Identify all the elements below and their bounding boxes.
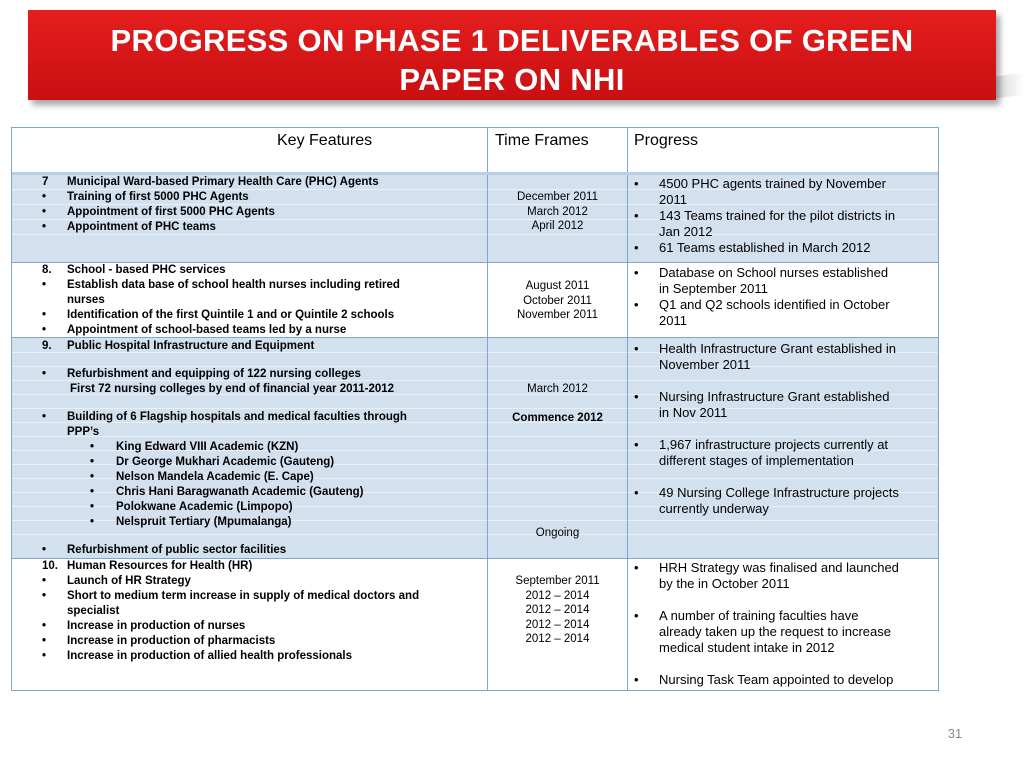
row-4-progress: • HRH Strategy was finalised and launched by the in October 2011 • A number of training faculties have already taken up the request to increase medical student intake in 2012 • Nursing Task Team appointed to develop bbox=[634, 560, 899, 687]
title-banner bbox=[28, 10, 996, 100]
row-3-progress: • Health Infrastructure Grant established in November 2011 • Nursing Infrastructure Grant established in Nov 2011 • 1,967 infrastructure projects currently at different stages of implementation • 49 Nursing College Infrastructure projects currently underway bbox=[634, 341, 899, 516]
row-4-time-frames: September 2011 2012 – 2014 2012 – 2014 2012 – 2014 2012 – 2014 bbox=[515, 575, 600, 645]
row-3-time-frame-1: March 2012 bbox=[527, 383, 588, 395]
row-3-time-frame-3: Ongoing bbox=[535, 527, 580, 539]
title-line-1: PROGRESS ON PHASE 1 DELIVERABLES OF GREEN bbox=[110, 23, 914, 58]
row-3-features: 9. Public Hospital Infrastructure and Equipment • Refurbishment and equipping of 122 nursing colleges First 72 nursing colleges by end of financial year 2011-2012 • Building of 6 Flagship hospitals and medical faculties through PPP’s • King Edward VIII Academic (KZN) • Dr George Mukhari Academic (Gauteng) • Nelson Mandela Academic (E. Cape) • Chris Hani Baragwanath Academic (Gauteng) • Polokwane Academic (Limpopo) • Nelspruit Tertiary (Mpumalanga) • Refurbishment of public sector facilities bbox=[42, 340, 407, 556]
header-key-features: Key Features bbox=[277, 132, 373, 149]
row-1-progress: • 4500 PHC agents trained by November 2011 • 143 Teams trained for the pilot districts in Jan 2012 • 61 Teams established in March 2012 bbox=[634, 176, 896, 255]
slide-number: 31 bbox=[947, 726, 963, 741]
row-1-features: 7 Municipal Ward-based Primary Health Care (PHC) Agents • Training of first 5000 PHC Agents • Appointment of first 5000 PHC Agents • Appointment of PHC teams bbox=[42, 176, 379, 233]
row-4-features: 10. Human Resources for Health (HR) • Launch of HR Strategy • Short to medium term increase in supply of medical doctors and specialist • Increase in production of nurses • Increase in production of pharmacists • Increase in production of allied health professionals bbox=[42, 560, 420, 662]
row-3-time-frame-2: Commence 2012 bbox=[512, 412, 603, 424]
row-2-features: 8. School - based PHC services • Establish data base of school health nurses including retired nurses • Identification of the first Quintile 1 and or Quintile 2 schools • Appointment of school-based teams led by a nurse bbox=[42, 264, 400, 336]
row-2-progress: • Database on School nurses established in September 2011 • Q1 and Q2 schools identified in October 2011 bbox=[634, 265, 890, 328]
title-line-2: PAPER ON NHI bbox=[399, 62, 625, 97]
row-2-time-frames: August 2011 October 2011 November 2011 bbox=[517, 280, 598, 321]
header-progress: Progress bbox=[634, 132, 699, 149]
row-1-time-frames: December 2011 March 2012 April 2012 bbox=[517, 191, 598, 232]
deliverables-table bbox=[11, 127, 939, 691]
header-time-frames: Time Frames bbox=[495, 132, 589, 149]
